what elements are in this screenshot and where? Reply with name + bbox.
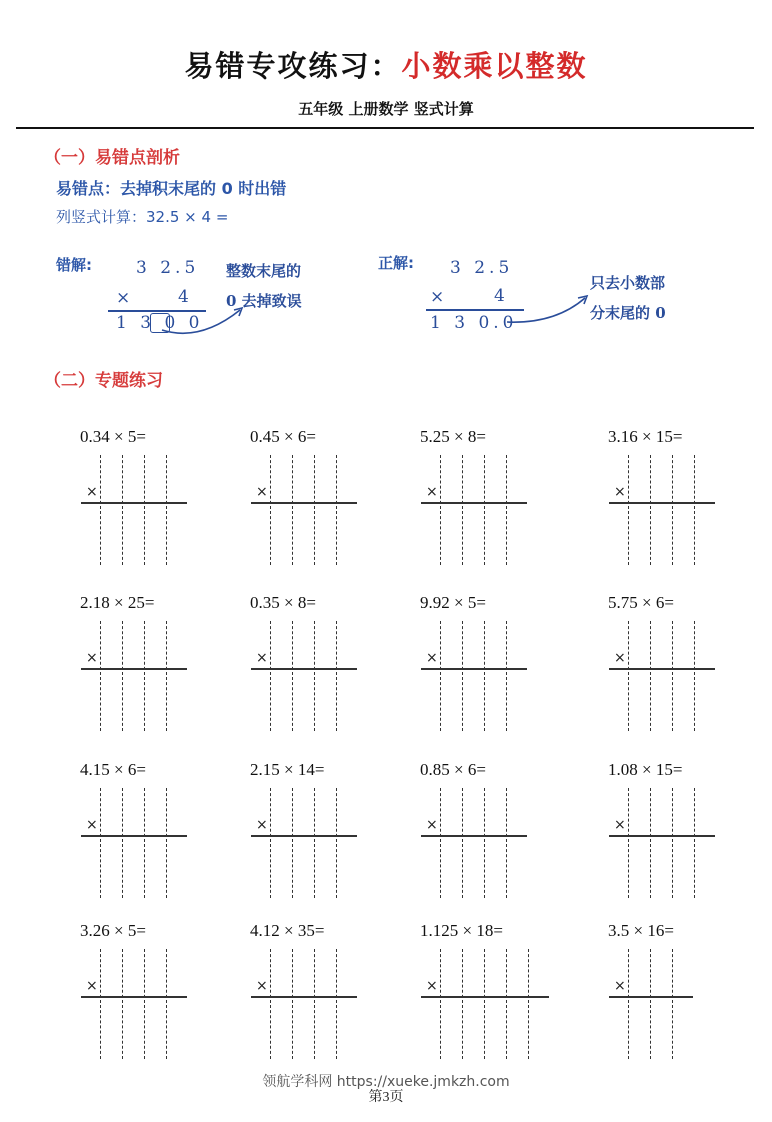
product-line	[421, 668, 527, 670]
times-icon: ×	[426, 978, 438, 994]
problem-label: 4.15 × 6=	[80, 760, 146, 779]
answer-area[interactable]	[420, 673, 526, 731]
section2-heading: （二）专题练习	[44, 371, 163, 391]
times-icon: ×	[256, 978, 268, 994]
product-line	[251, 668, 357, 670]
product-line	[609, 502, 715, 504]
times-icon: ×	[614, 650, 626, 666]
answer-area[interactable]	[80, 507, 186, 565]
times-icon: ×	[86, 817, 98, 833]
wrong-multiplicand: 3 2.5	[136, 258, 200, 278]
right-multiplier: 4	[494, 286, 509, 306]
problem-label: 1.08 × 15=	[608, 760, 683, 779]
right-times-sign: ×	[430, 287, 449, 307]
product-line	[81, 668, 187, 670]
answer-area[interactable]	[250, 507, 356, 565]
problem-label: 3.26 × 5=	[80, 921, 146, 940]
problem-label: 3.5 × 16=	[608, 921, 674, 940]
problem-label: 3.16 × 15=	[608, 427, 683, 446]
problem-label: 9.92 × 5=	[420, 593, 486, 612]
product-line	[81, 996, 187, 998]
answer-area[interactable]	[608, 507, 714, 565]
problem-label: 0.85 × 6=	[420, 760, 486, 779]
section1-heading: （一）易错点剖析	[44, 148, 180, 168]
times-icon: ×	[426, 817, 438, 833]
problem-label: 0.45 × 6=	[250, 427, 316, 446]
wrong-note-line1: 整数末尾的	[226, 262, 302, 280]
problem-label: 5.75 × 6=	[608, 593, 674, 612]
problem-label: 0.35 × 8=	[250, 593, 316, 612]
answer-area[interactable]	[80, 1001, 186, 1059]
answer-area[interactable]	[80, 673, 186, 731]
arrow-icon	[505, 290, 595, 330]
times-icon: ×	[614, 817, 626, 833]
problem-label: 2.18 × 25=	[80, 593, 155, 612]
answer-area[interactable]	[80, 840, 186, 898]
wrong-note-line2: 0 去掉致误	[226, 292, 302, 310]
footer-source: 领航学科网 https://xueke.jmkzh.com	[262, 1074, 510, 1090]
product-line	[609, 668, 715, 670]
times-icon: ×	[256, 817, 268, 833]
times-icon: ×	[86, 484, 98, 500]
page-title	[0, 44, 772, 85]
right-product: 1 3 0.0	[430, 313, 518, 333]
error-point: 易错点：去掉积末尾的 0 时出错	[56, 179, 287, 198]
header-divider	[16, 127, 754, 129]
wrong-product: 1 3 0 0	[116, 313, 204, 333]
product-line	[251, 502, 357, 504]
answer-area[interactable]	[608, 673, 714, 731]
right-label: 正解:	[378, 254, 414, 272]
answer-area[interactable]	[250, 1001, 356, 1059]
product-line	[609, 835, 715, 837]
product-line	[421, 996, 549, 998]
product-line	[251, 996, 357, 998]
times-icon: ×	[426, 484, 438, 500]
problem-label: 4.12 × 35=	[250, 921, 325, 940]
problem-label: 2.15 × 14=	[250, 760, 325, 779]
times-icon: ×	[614, 978, 626, 994]
answer-area[interactable]	[420, 507, 526, 565]
answer-area[interactable]	[608, 840, 714, 898]
problem-label: 1.125 × 18=	[420, 921, 503, 940]
times-icon: ×	[256, 484, 268, 500]
wrong-times-sign: ×	[116, 288, 135, 308]
problem-label: 0.34 × 5=	[80, 427, 146, 446]
product-line	[251, 835, 357, 837]
right-note-line2: 分末尾的 0	[590, 304, 666, 322]
times-icon: ×	[256, 650, 268, 666]
wrong-label: 错解:	[56, 256, 92, 274]
instruction: 列竖式计算：32.5 × 4 =	[56, 208, 229, 226]
product-line	[609, 996, 693, 998]
wrong-multiplier: 4	[178, 287, 193, 307]
problem-label: 5.25 × 8=	[420, 427, 486, 446]
title-prefix: 易错专攻练习：	[184, 49, 402, 83]
page-subtitle: 五年级 上册数学 竖式计算	[298, 100, 474, 118]
times-icon: ×	[86, 978, 98, 994]
answer-area[interactable]	[420, 840, 526, 898]
answer-area[interactable]	[608, 1001, 692, 1059]
times-icon: ×	[426, 650, 438, 666]
product-line	[81, 835, 187, 837]
answer-area[interactable]	[250, 840, 356, 898]
page-number: 第3页	[368, 1090, 404, 1105]
times-icon: ×	[86, 650, 98, 666]
product-line	[421, 502, 527, 504]
answer-area[interactable]	[250, 673, 356, 731]
right-multiplicand: 3 2.5	[450, 258, 514, 278]
title-topic: 小数乘以整数	[401, 49, 588, 83]
product-line	[81, 502, 187, 504]
answer-area[interactable]	[420, 1001, 548, 1059]
times-icon: ×	[614, 484, 626, 500]
right-note-line1: 只去小数部	[590, 274, 666, 292]
product-line	[421, 835, 527, 837]
